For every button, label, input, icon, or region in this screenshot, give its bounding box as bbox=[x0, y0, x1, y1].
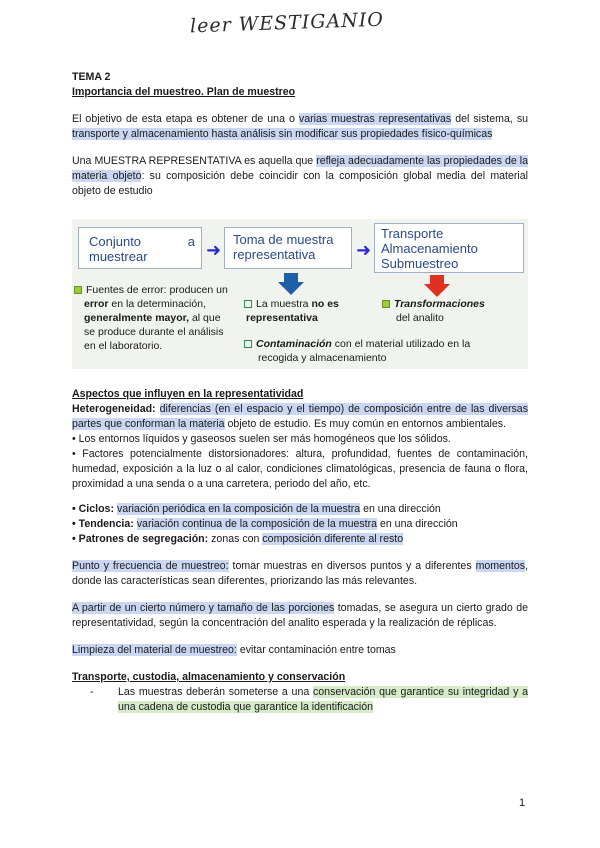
diagram-contamination: Contaminación con el material utilizado en la recogida y almacenamiento bbox=[244, 337, 528, 365]
arrow-down-blue-icon bbox=[278, 273, 304, 295]
bullet-patrones: • Patrones de segregación: zonas con composición diferente al resto bbox=[72, 533, 404, 545]
bullet-liquidos: • Los entornos líquidos y gaseosos suelen ser más homogéneos que los sólidos. bbox=[72, 433, 451, 445]
heterogeneidad-paragraph: Heterogeneidad: diferencias (en el espacio y el tiempo) de composición entre de las diversas partes que conforman la materia objeto de estudio. Es muy común en entornos ambientales. bbox=[72, 403, 528, 430]
bullet-square-icon bbox=[74, 286, 82, 294]
diagram-transformations: Transformaciones del analito bbox=[382, 297, 528, 325]
sampling-diagram bbox=[72, 219, 528, 369]
page-number: 1 bbox=[519, 797, 526, 809]
list-item: - Las muestras deberán someterse a una conservación que garantice su integridad y a una cadena de custodia que garantice la identificación bbox=[72, 685, 528, 715]
section-title-representatividad: Aspectos que influyen en la representatividad bbox=[72, 388, 304, 400]
handwritten-name: leer WESTIGANIO bbox=[189, 8, 385, 38]
limpieza-paragraph: Limpieza del material de muestreo: evitar contaminación entre tomas bbox=[72, 644, 396, 656]
bullet-square-icon bbox=[244, 340, 252, 348]
diagram-box-conjunto: Conjunto a muestrear bbox=[78, 227, 202, 269]
bullet-ciclos: • Ciclos: variación periódica en la composición de la muestra en una dirección bbox=[72, 503, 441, 515]
arrow-right-icon: ➜ bbox=[206, 240, 222, 260]
intro-paragraph-1: El objetivo de esta etapa es obtener de una o varias muestras representativas del sistema, su transporte y almacenamiento hasta análisis sin modificar sus propiedades físico-químicas bbox=[72, 113, 529, 140]
list-dash: - bbox=[90, 686, 94, 698]
diagram-error-sources: Fuentes de error: producen un error en la determinación, generalmente mayor, al que se produce durante el análisis en el laboratorio. bbox=[74, 283, 242, 353]
porciones-paragraph: A partir de un cierto número y tamaño de las porciones tomadas, se asegura un cierto grado de representatividad, según la concentración del analito esperada y la realización de réplicas. bbox=[72, 602, 528, 629]
document-body bbox=[72, 70, 528, 199]
section-representatividad bbox=[72, 387, 528, 715]
arrow-down-red-icon bbox=[424, 275, 450, 297]
bullet-square-icon bbox=[382, 300, 390, 308]
intro-paragraph-2: Una MUESTRA REPRESENTATIVA es aquella que refleja adecuadamente las propiedades de la materia objeto: su composición debe coincidir con la composición global media del material objeto de estudio bbox=[72, 155, 528, 197]
bullet-factores: • Factores potencialmente distorsionadores: altura, profundidad, fuentes de contaminación, humedad, exposición a la luz o al calor, condiciones climatológicas, presencia de fauna o flora, proximidad a una senda o a una carretera, periodo del año, etc. bbox=[72, 448, 528, 490]
diagram-box-toma: Toma de muestra representativa bbox=[224, 227, 352, 269]
section-title-transporte: Transporte, custodia, almacenamiento y conservación bbox=[72, 671, 346, 683]
page-title: Importancia del muestreo. Plan de muestreo bbox=[72, 86, 296, 98]
arrow-right-icon: ➜ bbox=[356, 240, 372, 260]
bullet-tendencia: • Tendencia: variación continua de la composición de la muestra en una dirección bbox=[72, 518, 458, 530]
tema-label: TEMA 2 bbox=[72, 71, 111, 83]
bullet-square-icon bbox=[244, 300, 252, 308]
diagram-box-transporte: Transporte Almacenamiento Submuestreo bbox=[374, 223, 524, 273]
punto-frecuencia-paragraph: Punto y frecuencia de muestreo: tomar muestras en diversos puntos y a diferentes momentos, donde las características sean diferentes, priorizando las más relevantes. bbox=[72, 560, 528, 587]
diagram-not-representative: La muestra no es representativa bbox=[246, 298, 339, 324]
